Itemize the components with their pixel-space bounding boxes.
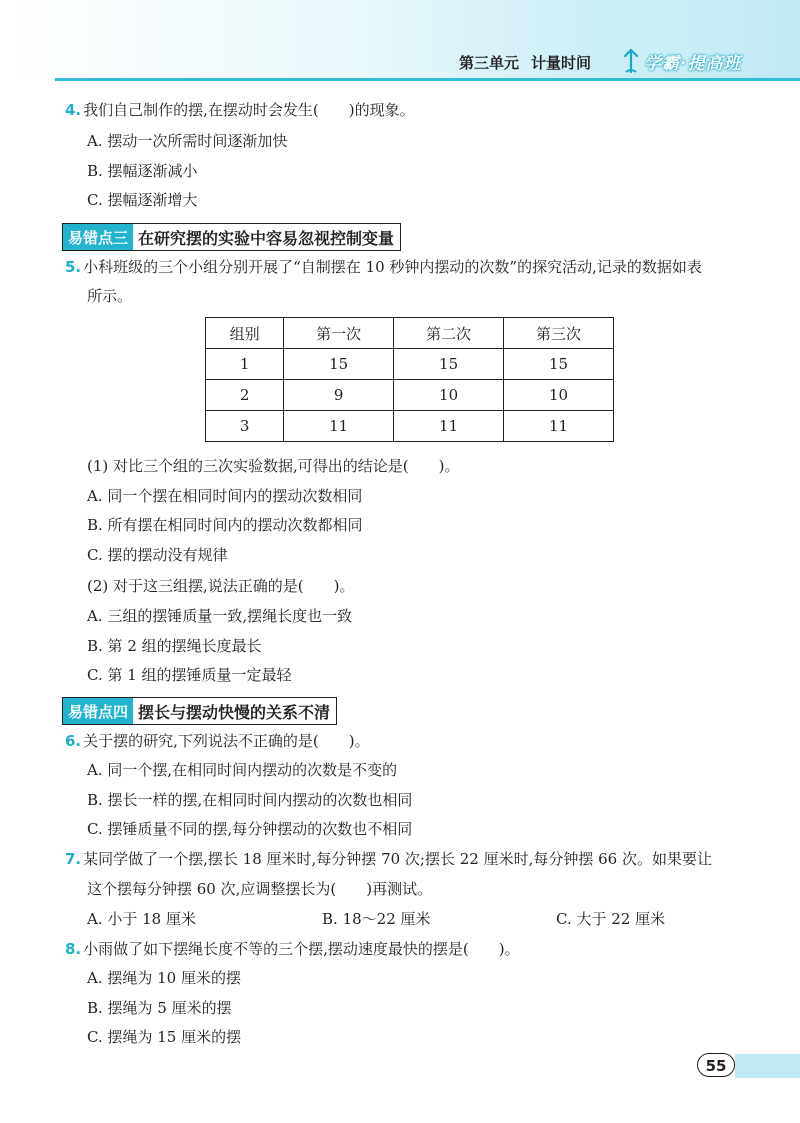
question-text: 小雨做了如下摆绳长度不等的三个摆,摆动速度最快的摆是( )。 [83, 940, 520, 958]
question-number: 8. [65, 940, 82, 958]
table-header: 第三次 [504, 318, 614, 349]
section-label: 计量时间 [531, 54, 592, 72]
table-cell: 15 [284, 349, 394, 380]
table-cell: 10 [504, 380, 614, 411]
topic-title: 摆长与摆动快慢的关系不清 [138, 702, 331, 722]
question-text-continued: 所示。 [87, 287, 133, 305]
topic-title: 在研究摆的实验中容易忽视控制变量 [138, 228, 395, 248]
option-c: C. 摆锤质量不同的摆,每分钟摆动的次数也不相同 [87, 820, 413, 838]
data-table [205, 317, 614, 442]
sub-question-1: (1) 对比三个组的三次实验数据,可得出的结论是( )。 [87, 457, 460, 475]
table-cell: 2 [206, 380, 284, 411]
topic-heading-3 [62, 223, 401, 251]
page-tab [735, 1054, 800, 1078]
table-header: 第二次 [394, 318, 504, 349]
table-cell: 11 [394, 411, 504, 442]
unit-label: 第三单元 [459, 54, 520, 72]
table-cell: 11 [284, 411, 394, 442]
table-row [206, 380, 614, 411]
header-rule [55, 78, 800, 81]
option-b: B. 摆绳为 5 厘米的摆 [87, 999, 232, 1017]
table-header-row [206, 318, 614, 349]
option-a: A. 三组的摆锤质量一致,摆绳长度也一致 [87, 607, 353, 625]
option-c: C. 摆幅逐渐增大 [87, 191, 198, 209]
table-row [206, 411, 614, 442]
question-4 [65, 100, 415, 120]
page-number: 55 [697, 1053, 735, 1077]
question-number: 6. [65, 732, 82, 750]
sub-question-2: (2) 对于这三组摆,说法正确的是( )。 [87, 577, 355, 595]
question-5 [65, 257, 702, 277]
option-b: B. 第 2 组的摆绳长度最长 [87, 637, 262, 655]
topic-heading-4 [62, 697, 337, 725]
option-a: A. 同一个摆,在相同时间内摆动的次数是不变的 [87, 761, 398, 779]
question-number: 4. [65, 101, 82, 119]
option-c: C. 大于 22 厘米 [556, 910, 666, 928]
option-b: B. 摆幅逐渐减小 [87, 162, 198, 180]
question-number: 5. [65, 258, 82, 276]
table-cell: 1 [206, 349, 284, 380]
table-cell: 9 [284, 380, 394, 411]
option-c: C. 第 1 组的摆锤质量一定最轻 [87, 666, 292, 684]
table-row [206, 349, 614, 380]
table-header: 第一次 [284, 318, 394, 349]
graduation-cap-icon [622, 48, 640, 74]
table-cell: 3 [206, 411, 284, 442]
table-cell: 11 [504, 411, 614, 442]
option-a: A. 小于 18 厘米 [87, 910, 196, 928]
table-cell: 15 [394, 349, 504, 380]
brand-logo [622, 48, 741, 74]
question-text: 关于摆的研究,下列说法不正确的是( )。 [83, 732, 370, 750]
question-text: 小科班级的三个小组分别开展了“自制摆在 10 秒钟内摆动的次数”的探究活动,记录的数据如表 [83, 258, 702, 276]
option-a: A. 摆动一次所需时间逐渐加快 [87, 132, 288, 150]
question-number: 7. [65, 850, 82, 868]
question-text-continued: 这个摆每分钟摆 60 次,应调整摆长为( )再测试。 [87, 880, 433, 898]
option-b: B. 摆长一样的摆,在相同时间内摆动的次数也相同 [87, 791, 413, 809]
question-8 [65, 939, 520, 959]
option-b: B. 所有摆在相同时间内的摆动次数都相同 [87, 516, 363, 534]
question-6 [65, 731, 370, 751]
brand-name: 学霸·提高班 [644, 53, 742, 74]
option-a: A. 摆绳为 10 厘米的摆 [87, 969, 241, 987]
running-header [459, 52, 603, 73]
option-c: C. 摆的摆动没有规律 [87, 546, 228, 564]
table-cell: 15 [504, 349, 614, 380]
table-header: 组别 [206, 318, 284, 349]
option-a: A. 同一个摆在相同时间内的摆动次数相同 [87, 487, 363, 505]
option-c: C. 摆绳为 15 厘米的摆 [87, 1028, 242, 1046]
topic-tag: 易错点三 [63, 224, 133, 250]
question-text: 我们自己制作的摆,在摆动时会发生( )的现象。 [83, 101, 415, 119]
option-b: B. 18～22 厘米 [322, 910, 431, 928]
table-cell: 10 [394, 380, 504, 411]
topic-tag: 易错点四 [63, 698, 133, 724]
question-7 [65, 849, 712, 869]
question-text: 某同学做了一个摆,摆长 18 厘米时,每分钟摆 70 次;摆长 22 厘米时,每分钟摆 66 次。如果要让 [83, 850, 712, 868]
